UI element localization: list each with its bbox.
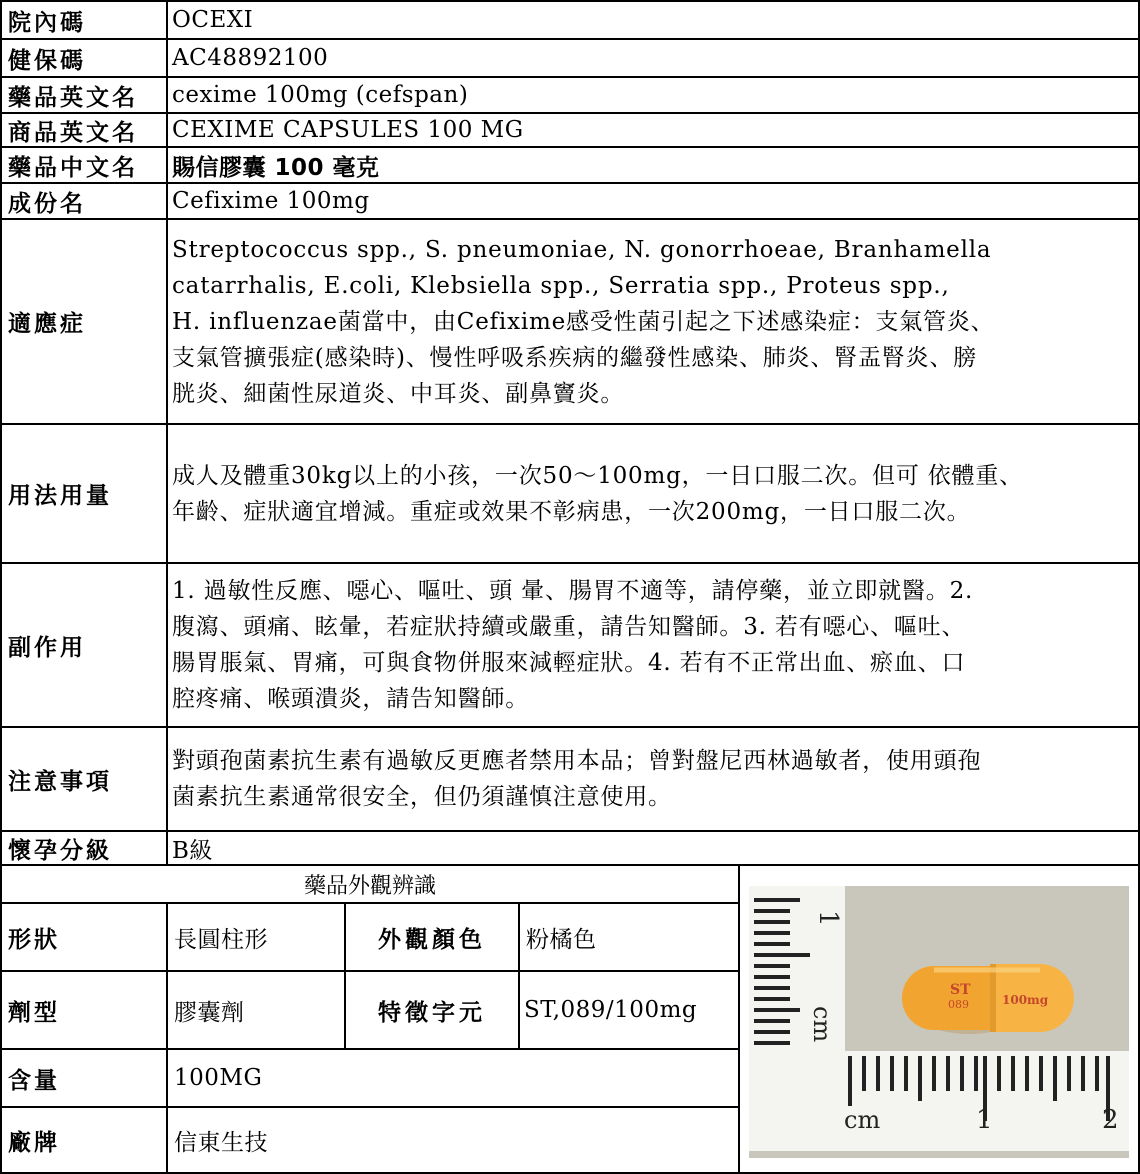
drug-english-name-value: cexime 100mg (cefspan) <box>166 76 1140 114</box>
drug-chinese-name-label: 藥品中文名 <box>0 146 168 184</box>
ruler-horizontal-mark-1: 1 <box>976 1105 993 1135</box>
dosage-form-label: 劑型 <box>0 970 168 1050</box>
insurance-code-value: AC48892100 <box>166 38 1140 78</box>
capsule-imprint-089: 089 <box>948 998 969 1011</box>
capsule-imprint-100mg: 100mg <box>1002 993 1049 1007</box>
strength-label: 含量 <box>0 1048 168 1108</box>
ingredient-label: 成份名 <box>0 182 168 220</box>
manufacturer-value: 信東生技 <box>166 1106 740 1174</box>
precautions-label: 注意事項 <box>0 726 168 832</box>
insurance-code-label: 健保碼 <box>0 38 168 78</box>
brand-english-name-label: 商品英文名 <box>0 112 168 148</box>
dosage-value: 成人及體重30kg以上的小孩，一次50～100mg，一日口服二次。但可 依體重、 年齡、症狀適宜增減。重症或效果不彰病患，一次200mg，一日口服二次。 <box>166 423 1140 564</box>
shape-label: 形狀 <box>0 902 168 972</box>
precautions-value: 對頭孢菌素抗生素有過敏反更應者禁用本品；曾對盤尼西林過敏者，使用頭孢 菌素抗生素通常很安全，但仍須謹慎注意使用。 <box>166 726 1140 832</box>
capsule-imprint-st: ST <box>950 982 971 998</box>
ruler-vertical-mark: 1 <box>813 910 843 927</box>
hospital-code-label: 院內碼 <box>0 0 168 40</box>
hospital-code-value: OCEXI <box>166 0 1140 40</box>
strength-value: 100MG <box>166 1048 740 1108</box>
pregnancy-category-value: B級 <box>166 830 1140 866</box>
pregnancy-category-label: 懷孕分級 <box>0 830 168 866</box>
dosage-form-value: 膠囊劑 <box>166 970 346 1050</box>
ingredient-value: Cefixime 100mg <box>166 182 1140 220</box>
ruler-horizontal-unit: cm <box>844 1106 881 1134</box>
ruler-horizontal-mark-2: 2 <box>1102 1105 1119 1135</box>
manufacturer-label: 廠牌 <box>0 1106 168 1174</box>
side-effects-label: 副作用 <box>0 562 168 728</box>
indications-value: Streptococcus spp., S. pneumoniae, N. gonorrhoeae, Branhamella catarrhalis, E.coli, Klebsiella spp., Serratia spp., Proteus spp., H. influenzae菌當中，由Cefixime感受性菌引起之下述感染症：支氣管炎、 支氣管擴張症(感染時)、慢性呼吸系疾病的繼發性感染、肺炎、腎盂腎炎、膀 胱炎、細菌性尿道炎、中耳炎、副鼻竇炎。 <box>166 218 1140 425</box>
capsule <box>902 964 1074 1034</box>
indications-label: 適應症 <box>0 218 168 425</box>
drug-chinese-name-value: 賜信膠囊 100 毫克 <box>166 146 1140 184</box>
shape-value: 長圓柱形 <box>166 902 346 972</box>
color-value: 粉橘色 <box>518 902 740 972</box>
color-label: 外觀顏色 <box>344 902 520 972</box>
imprint-value: ST,089/100mg <box>518 970 740 1050</box>
brand-english-name-value: CEXIME CAPSULES 100 MG <box>166 112 1140 148</box>
imprint-label: 特徵字元 <box>344 970 520 1050</box>
pill-photo <box>740 866 1138 1172</box>
ruler-vertical-unit: cm <box>808 1006 836 1043</box>
drug-english-name-label: 藥品英文名 <box>0 76 168 114</box>
pill-photo-cell <box>738 864 1140 1174</box>
appearance-header: 藥品外觀辨識 <box>0 864 740 904</box>
dosage-label: 用法用量 <box>0 423 168 564</box>
side-effects-value: 1. 過敏性反應、噁心、嘔吐、頭 暈、腸胃不適等，請停藥，並立即就醫。2. 腹瀉、頭痛、眩暈，若症狀持續或嚴重，請告知醫師。3. 若有噁心、嘔吐、 腸胃脹氣、胃痛，可與食物併服來減輕症狀。4. 若有不正常出血、瘀血、口 腔疼痛、喉頭潰炎，請告知醫師。 <box>166 562 1140 728</box>
